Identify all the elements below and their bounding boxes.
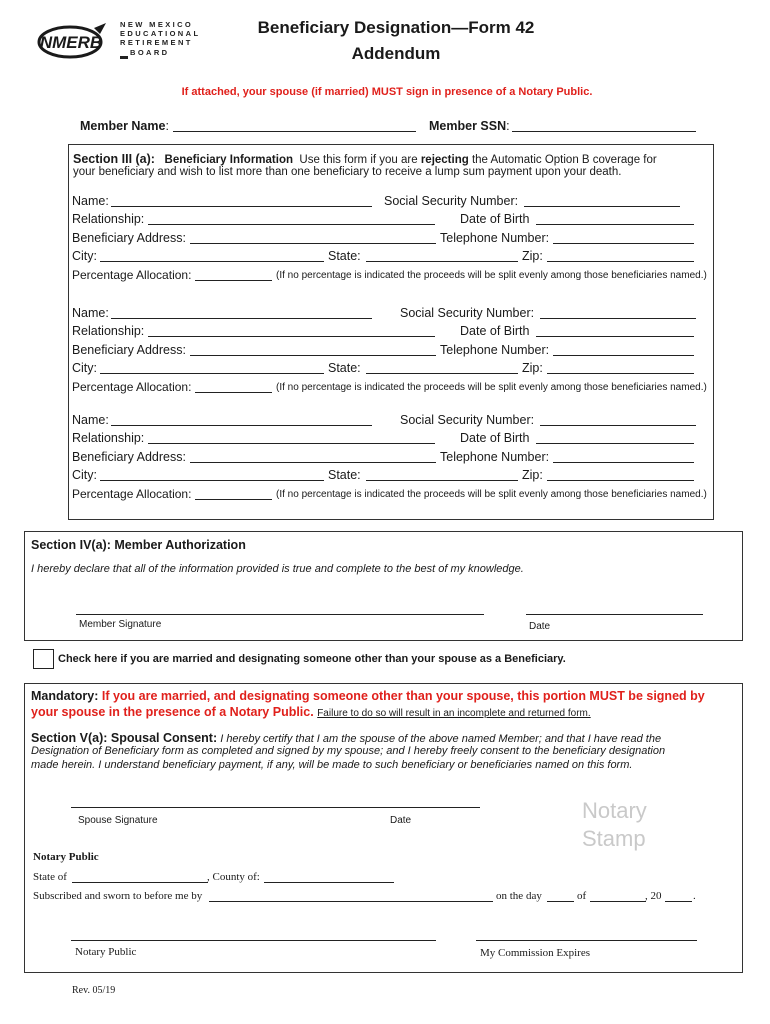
relationship-label: Relationship:: [72, 431, 145, 445]
relationship-label: Relationship:: [72, 324, 145, 338]
notary-state-field[interactable]: [72, 882, 208, 883]
beneficiary-3-dob-field[interactable]: [536, 443, 694, 444]
logo-line: NEW MEXICO: [120, 20, 194, 29]
member-date-field[interactable]: [526, 614, 703, 615]
name-label: Name:: [72, 194, 109, 208]
spouse-signature-field[interactable]: [71, 807, 480, 808]
notary-stamp-text: Stamp: [582, 826, 646, 851]
spousal-consent-line-3: made herein. I understand beneficiary payment, if any, will be made to such beneficiary or beneficiaries named on this form.: [31, 759, 633, 771]
form-subtitle: Addendum: [351, 44, 441, 63]
form-title: Beneficiary Designation—Form 42: [257, 18, 535, 37]
subscribed-label: Subscribed and sworn to before me by: [33, 890, 203, 902]
notary-day-field[interactable]: [547, 901, 574, 902]
percentage-note: (If no percentage is indicated the proceeds will be split evenly among those beneficiaries named.): [276, 382, 707, 393]
member-signature-field[interactable]: [76, 614, 484, 615]
ssn-label: Social Security Number:: [384, 194, 519, 208]
beneficiary-3-name-field[interactable]: [111, 425, 372, 426]
beneficiary-3-relationship-field[interactable]: [148, 443, 435, 444]
section-iv-heading: Section IV(a): Member Authorization: [31, 538, 246, 552]
zip-label: Zip:: [522, 361, 543, 375]
notary-month-field[interactable]: [590, 901, 646, 902]
logo-line: EDUCATIONAL: [120, 29, 201, 39]
ssn-label: Social Security Number:: [400, 306, 535, 320]
beneficiary-3-zip-field[interactable]: [547, 480, 694, 481]
phone-label: Telephone Number:: [440, 343, 550, 357]
member-declaration: I hereby declare that all of the information provided is true and complete to the best of my knowledge.: [31, 563, 524, 575]
logo-line: RETIREMENT: [120, 38, 193, 48]
name-label: Name:: [72, 413, 109, 427]
beneficiary-3-city-field[interactable]: [100, 480, 324, 481]
beneficiary-2-phone-field[interactable]: [553, 355, 694, 356]
address-label: Beneficiary Address:: [72, 343, 186, 357]
revision-label: Rev. 05/19: [72, 985, 116, 996]
beneficiary-1-address-field[interactable]: [190, 243, 436, 244]
married-designation-label: Check here if you are married and designating someone other than your spouse as a Beneficiary.: [58, 653, 566, 665]
spouse-date-label: Date: [390, 815, 412, 826]
beneficiary-1-ssn-field[interactable]: [524, 206, 680, 207]
beneficiary-2-city-field[interactable]: [100, 373, 324, 374]
state-label: State:: [328, 361, 361, 375]
percentage-label: Percentage Allocation:: [72, 380, 192, 394]
beneficiary-1-state-field[interactable]: [366, 261, 518, 262]
beneficiary-3-address-field[interactable]: [190, 462, 436, 463]
beneficiary-2-name-field[interactable]: [111, 318, 372, 319]
notary-signature-field[interactable]: [71, 940, 436, 941]
member-date-label: Date: [529, 621, 551, 632]
percentage-note: (If no percentage is indicated the proceeds will be split evenly among those beneficiaries named.): [276, 489, 707, 500]
beneficiary-3-state-field[interactable]: [366, 480, 518, 481]
beneficiary-3-percentage-field[interactable]: [195, 499, 272, 500]
on-the-day-label: on the day: [496, 890, 542, 902]
spousal-consent-line-2: Designation of Beneficiary form as completed and signed by my spouse; and I hereby freely consent to the beneficiary designation: [31, 745, 666, 757]
city-label: City:: [72, 468, 97, 482]
beneficiary-1-zip-field[interactable]: [547, 261, 694, 262]
state-of-label: State of: [33, 871, 67, 883]
address-label: Beneficiary Address:: [72, 450, 186, 464]
member-ssn-field[interactable]: [512, 131, 696, 132]
married-designation-checkbox[interactable]: [33, 649, 54, 669]
section-iii-intro-line2: your beneficiary and wish to list more than one beneficiary to receive a lump sum payment upon your death.: [73, 166, 622, 178]
beneficiary-2-percentage-field[interactable]: [195, 392, 272, 393]
city-label: City:: [72, 361, 97, 375]
year-prefix-label: , 20: [645, 890, 662, 902]
notary-stamp-area: [582, 797, 647, 853]
mandatory-line-1: Mandatory: If you are married, and designating someone other than your spouse, this portion MUST be signed by: [31, 689, 705, 703]
subscribed-by-field[interactable]: [209, 901, 493, 902]
notary-stamp-text: Notary: [582, 798, 647, 823]
beneficiary-3-phone-field[interactable]: [553, 462, 694, 463]
name-label: Name:: [72, 306, 109, 320]
beneficiary-1-percentage-field[interactable]: [195, 280, 272, 281]
section-iii-intro: Section III (a): Beneficiary Information Use this form if you are rejecting the Automatic Option B coverage for: [73, 152, 657, 166]
percentage-note: (If no percentage is indicated the proceeds will be split evenly among those beneficiaries named.): [276, 270, 707, 281]
member-name-label: Member Name:: [80, 119, 169, 133]
dob-label: Date of Birth: [460, 212, 530, 226]
county-of-label: , County of:: [207, 871, 260, 883]
mandatory-line-2: your spouse in the presence of a Notary Public. Failure to do so will result in an incomplete and returned form.: [31, 705, 591, 719]
notary-public-heading: Notary Public: [33, 851, 99, 863]
zip-label: Zip:: [522, 249, 543, 263]
phone-label: Telephone Number:: [440, 450, 550, 464]
percentage-label: Percentage Allocation:: [72, 487, 192, 501]
beneficiary-2-state-field[interactable]: [366, 373, 518, 374]
state-label: State:: [328, 249, 361, 263]
beneficiary-1-name-field[interactable]: [111, 206, 372, 207]
notary-notice: If attached, your spouse (if married) MUST sign in presence of a Notary Public.: [181, 86, 593, 98]
beneficiary-2-ssn-field[interactable]: [540, 318, 696, 319]
beneficiary-1-phone-field[interactable]: [553, 243, 694, 244]
logo-line: BOARD: [130, 47, 170, 57]
commission-expires-field[interactable]: [476, 940, 697, 941]
commission-expires-label: My Commission Expires: [480, 947, 591, 959]
city-label: City:: [72, 249, 97, 263]
address-label: Beneficiary Address:: [72, 231, 186, 245]
phone-label: Telephone Number:: [440, 231, 550, 245]
notary-county-field[interactable]: [264, 882, 394, 883]
member-signature-label: Member Signature: [79, 619, 162, 630]
ssn-label: Social Security Number:: [400, 413, 535, 427]
period-label: .: [693, 890, 696, 902]
spousal-consent-line-1: Section V(a): Spousal Consent: I hereby certify that I am the spouse of the above named Member; and that I have read the: [31, 731, 662, 745]
beneficiary-1-relationship-field[interactable]: [148, 224, 435, 225]
beneficiary-2-zip-field[interactable]: [547, 373, 694, 374]
spouse-signature-label: Spouse Signature: [78, 815, 158, 826]
dob-label: Date of Birth: [460, 324, 530, 338]
beneficiary-1-dob-field[interactable]: [536, 224, 694, 225]
notary-public-signature-label: Notary Public: [75, 946, 137, 958]
beneficiary-3-ssn-field[interactable]: [540, 425, 696, 426]
dob-label: Date of Birth: [460, 431, 530, 445]
beneficiary-2-relationship-field[interactable]: [148, 336, 435, 337]
member-ssn-label: Member SSN:: [429, 119, 510, 133]
beneficiary-2-address-field[interactable]: [190, 355, 436, 356]
percentage-label: Percentage Allocation:: [72, 268, 192, 282]
zip-label: Zip:: [522, 468, 543, 482]
of-label: of: [577, 890, 587, 902]
notary-year-field[interactable]: [665, 901, 692, 902]
relationship-label: Relationship:: [72, 212, 145, 226]
member-name-field[interactable]: [173, 131, 416, 132]
beneficiary-2-dob-field[interactable]: [536, 336, 694, 337]
beneficiary-1-city-field[interactable]: [100, 261, 324, 262]
logo-mark-text: NMERB: [39, 33, 103, 52]
state-label: State:: [328, 468, 361, 482]
